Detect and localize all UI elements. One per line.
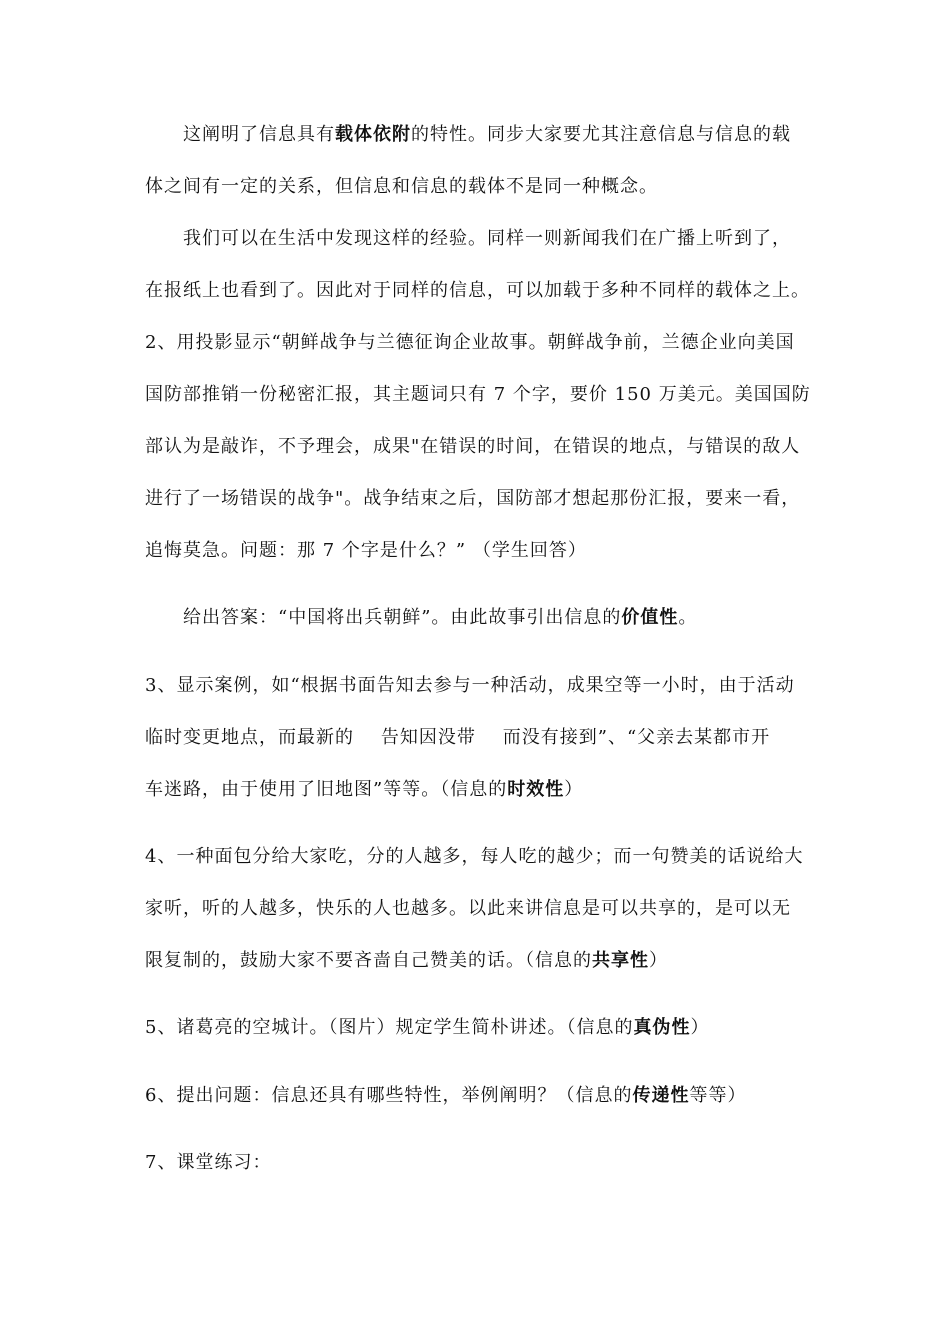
- paragraph-line: [183, 118, 873, 152]
- paragraph-line: [145, 482, 835, 516]
- text: 临时变更地点，而最新的 告知因没带 而没有接到”、“父亲去某都市开: [145, 727, 771, 748]
- paragraph-line: [145, 840, 835, 874]
- paragraph-line: [145, 669, 835, 703]
- text: 体之间有一定的关系，但信息和信息的载体不是同一种概念。: [145, 176, 658, 197]
- text: 给出答案：“中国将出兵朝鲜”。由此故事引出信息的: [183, 607, 622, 628]
- paragraph-line: [145, 326, 835, 360]
- emphasis: 价值性: [621, 607, 679, 628]
- text: 3、显示案例，如“根据书面告知去参与一种活动，成果空等一小时，由于活动: [145, 675, 795, 696]
- text: 国防部推销一份秘密汇报，其主题词只有 7 个字，要价 150 万美元。美国国防: [145, 384, 811, 405]
- emphasis: 真伪性: [633, 1017, 691, 1038]
- text: 的特性。同步大家要尤其注意信息与信息的载: [411, 124, 791, 145]
- text: ）: [690, 1017, 710, 1038]
- paragraph-line: [183, 601, 873, 635]
- text: 2、用投影显示“朝鲜战争与兰德征询企业故事。朝鲜战争前，兰德企业向美国: [145, 332, 795, 353]
- paragraph-line: [145, 773, 835, 807]
- text: 车迷路，由于使用了旧地图”等等。（信息的: [145, 779, 508, 800]
- paragraph-line: [145, 1011, 835, 1045]
- text: 。: [678, 607, 698, 628]
- paragraph-line: [145, 944, 835, 978]
- paragraph-line: [145, 1146, 835, 1180]
- emphasis: 时效性: [507, 779, 565, 800]
- text: 在报纸上也看到了。因此对于同样的信息，可以加载于多种不同样的载体之上。: [145, 280, 810, 301]
- paragraph-line: [145, 378, 835, 412]
- text: 等等）: [689, 1085, 747, 1106]
- text: 我们可以在生活中发现这样的经验。同样一则新闻我们在广播上听到了，: [183, 228, 791, 249]
- paragraph-line: [145, 721, 835, 755]
- text: 4、一种面包分给大家吃，分的人越多，每人吃的越少；而一句赞美的话说给大: [145, 846, 804, 867]
- paragraph-line: [145, 170, 835, 204]
- text: 6、提出问题：信息还具有哪些特性，举例阐明？（信息的: [145, 1085, 633, 1106]
- paragraph-line: [183, 222, 873, 256]
- text: ）: [649, 950, 668, 971]
- paragraph-line: [145, 274, 835, 308]
- text: 这阐明了信息具有: [183, 124, 335, 145]
- text: 追悔莫急。问题：那 7 个字是什么？” （学生回答）: [145, 540, 587, 561]
- text: 家听，听的人越多，快乐的人也越多。以此来讲信息是可以共享的，是可以无: [145, 898, 791, 919]
- text: 限复制的，鼓励大家不要吝啬自己赞美的话。（信息的: [145, 950, 592, 971]
- paragraph-line: [145, 892, 835, 926]
- text: ）: [564, 779, 584, 800]
- emphasis: 传递性: [632, 1085, 690, 1106]
- paragraph-line: [145, 1079, 835, 1113]
- text: 5、诸葛亮的空城计。（图片）规定学生简朴讲述。（信息的: [145, 1017, 634, 1038]
- text: 7、课堂练习：: [145, 1152, 272, 1173]
- text: 部认为是敲诈，不予理会，成果"在错误的时间，在错误的地点，与错误的敌人: [145, 436, 801, 457]
- paragraph-line: [145, 534, 835, 568]
- emphasis: 载体依附: [335, 124, 411, 145]
- text: 进行了一场错误的战争"。战争结束之后，国防部才想起那份汇报，要来一看，: [145, 488, 801, 509]
- emphasis: 共享性: [592, 950, 649, 971]
- paragraph-line: [145, 430, 835, 464]
